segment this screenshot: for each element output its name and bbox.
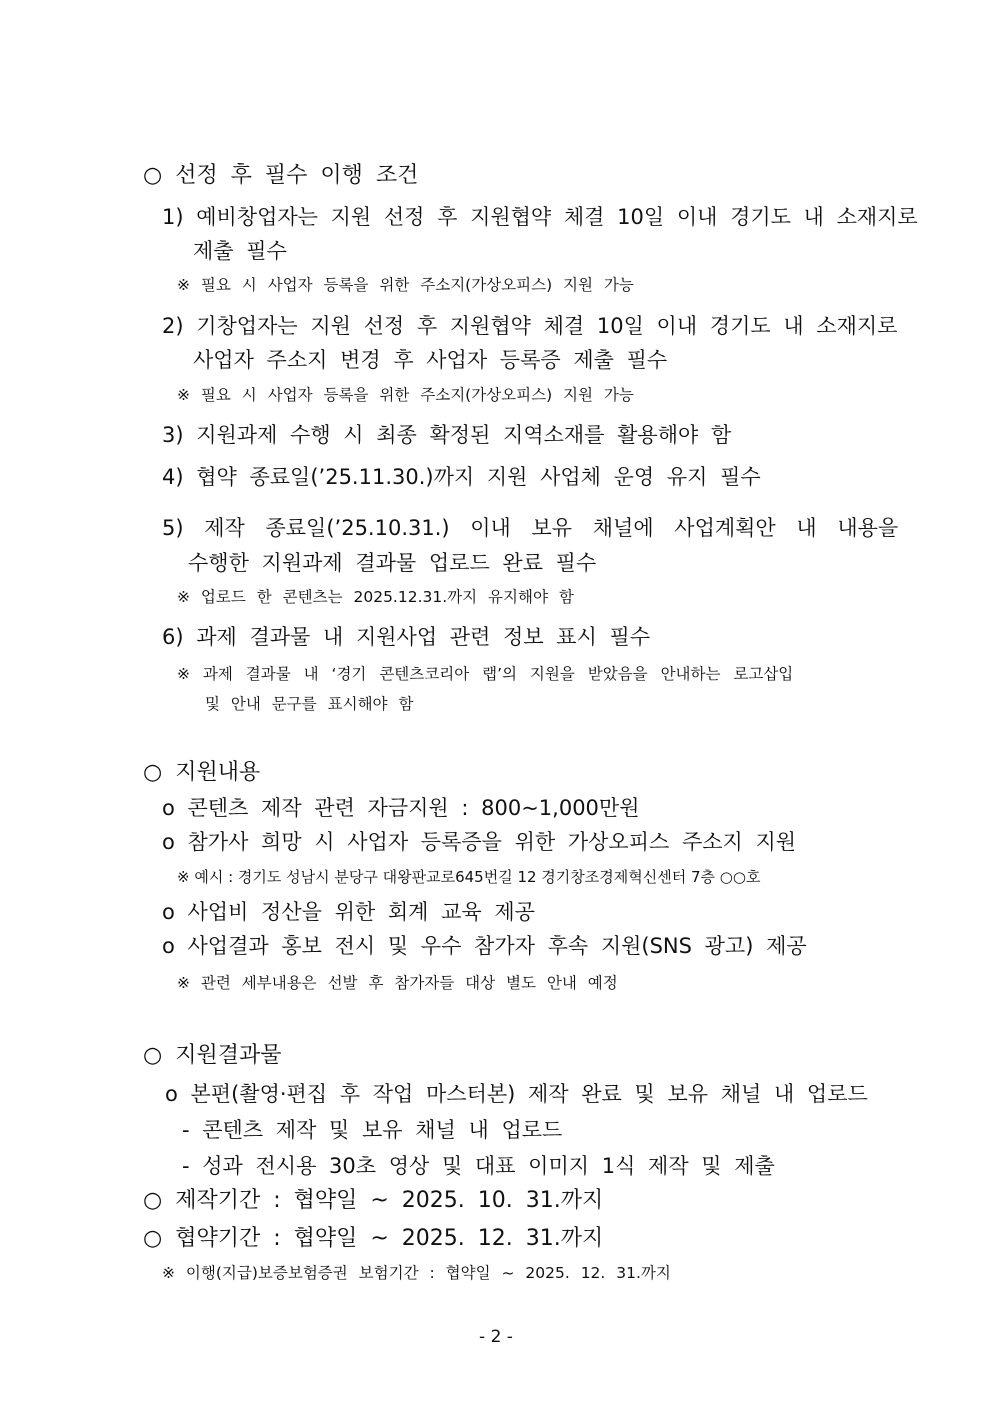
condition-item-1-cont: 제출 필수 <box>193 239 287 263</box>
production-period: ○ 제작기간 : 협약일 ~ 2025. 10. 31.까지 <box>143 1188 604 1213</box>
condition-item-2-cont: 사업자 주소지 변경 후 사업자 등록증 제출 필수 <box>193 348 668 372</box>
insurance-note: ※ 이행(지급)보증보험증권 보험기간 : 협약일 ~ 2025. 12. 31.까지 <box>162 1264 671 1282</box>
condition-note-6: ※ 과제 결과물 내 ‘경기 콘텐츠코리아 랩’의 지원을 받았음을 안내하는 로고삽입 <box>177 665 794 683</box>
condition-note-2: ※ 필요 시 사업자 등록을 위한 주소지(가상오피스) 지원 가능 <box>177 386 634 404</box>
condition-note-6-cont: 및 안내 문구를 표시해야 함 <box>205 695 414 713</box>
support-heading: ○ 지원내용 <box>143 760 261 785</box>
agreement-period: ○ 협약기간 : 협약일 ~ 2025. 12. 31.까지 <box>143 1226 604 1251</box>
support-bullet-funding: o 콘텐츠 제작 관련 자금지원 : 800~1,000만원 <box>162 796 640 820</box>
condition-item-4: 4) 협약 종료일(’25.11.30.)까지 지원 사업체 운영 유지 필수 <box>162 465 761 489</box>
results-dash-showcase: - 성과 전시용 30초 영상 및 대표 이미지 1식 제작 및 제출 <box>182 1154 775 1178</box>
condition-note-5: ※ 업로드 한 콘텐츠는 2025.12.31.까지 유지해야 함 <box>177 588 574 606</box>
support-bullet-promotion: o 사업결과 홍보 전시 및 우수 참가자 후속 지원(SNS 광고) 제공 <box>162 934 807 958</box>
support-bullet-education: o 사업비 정산을 위한 회계 교육 제공 <box>162 900 535 924</box>
condition-item-1: 1) 예비창업자는 지원 선정 후 지원협약 체결 10일 이내 경기도 내 소재지로 <box>162 205 918 229</box>
results-dash-upload: - 콘텐츠 제작 및 보유 채널 내 업로드 <box>182 1118 563 1142</box>
condition-note-1: ※ 필요 시 사업자 등록을 위한 주소지(가상오피스) 지원 가능 <box>177 276 634 294</box>
results-bullet-main: o 본편(촬영·편집 후 작업 마스터본) 제작 완료 및 보유 채널 내 업로드 <box>165 1082 868 1106</box>
results-heading: ○ 지원결과물 <box>143 1043 282 1068</box>
page-number: - 2 - <box>479 1327 513 1347</box>
condition-item-6: 6) 과제 결과물 내 지원사업 관련 정보 표시 필수 <box>162 625 651 649</box>
condition-item-2: 2) 기창업자는 지원 선정 후 지원협약 체결 10일 이내 경기도 내 소재지로 <box>162 314 898 338</box>
support-note-example: ※ 예시 : 경기도 성남시 분당구 대왕판교로645번길 12 경기창조경제혁신센터 7층 ○○호 <box>177 868 761 886</box>
condition-item-5-cont: 수행한 지원과제 결과물 업로드 완료 필수 <box>188 551 597 575</box>
condition-item-3: 3) 지원과제 수행 시 최종 확정된 지역소재를 활용해야 함 <box>162 423 732 447</box>
support-bullet-office: o 참가사 희망 시 사업자 등록증을 위한 가상오피스 주소지 지원 <box>162 830 797 854</box>
conditions-heading: ○ 선정 후 필수 이행 조건 <box>143 163 419 188</box>
support-note-details: ※ 관련 세부내용은 선발 후 참가자들 대상 별도 안내 예정 <box>177 974 618 992</box>
condition-item-5: 5) 제작 종료일(’25.10.31.) 이내 보유 채널에 사업계획안 내 내용을 <box>162 516 899 540</box>
